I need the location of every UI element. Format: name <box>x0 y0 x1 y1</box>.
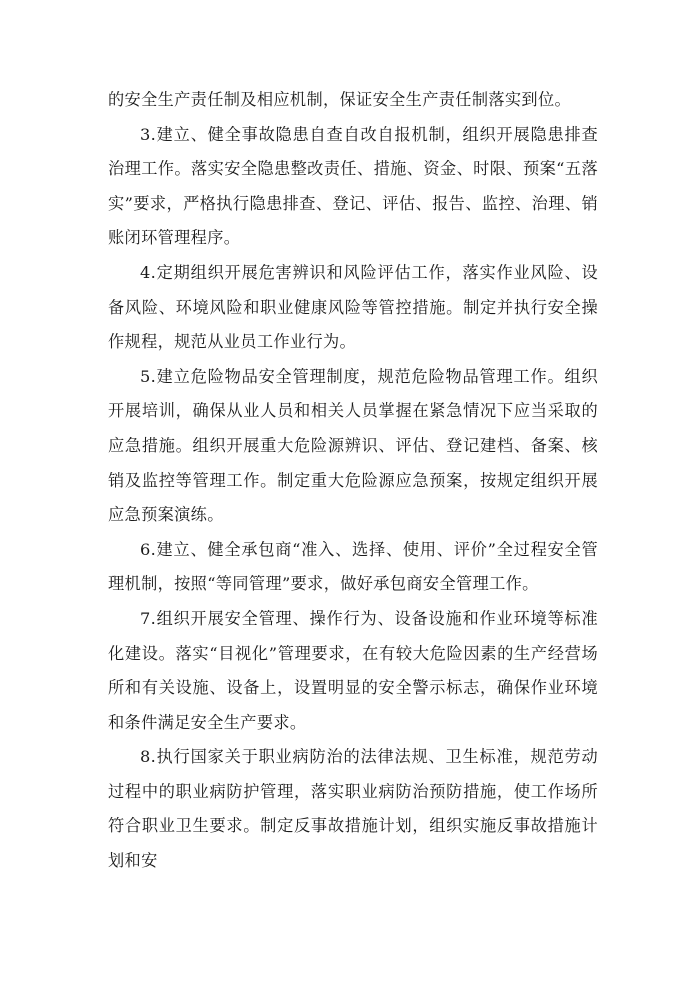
paragraph-7: 8.执行国家关于职业病防治的法律法规、卫生标准，规范劳动过程中的职业病防护管理，落实职业病防治预防措施，使工作场所符合职业卫生要求。制定反事故措施计划，组织实施反事故措施计划和安 <box>108 747 598 871</box>
paragraph-2: 3.建立、健全事故隐患自查自改自报机制，组织开展隐患排查治理工作。落实安全隐患整改责任、措施、资金、时限、预案“五落实”要求，严格执行隐患排查、登记、评估、报告、监控、治理、销账闭环管理程序。 <box>108 124 598 248</box>
paragraph-6: 7.组织开展安全管理、操作行为、设备设施和作业环境等标准化建设。落实“目视化”管理要求，在有较大危险因素的生产经营场所和有关设施、设备上，设置明显的安全警示标志，确保作业环境和条件满足安全生产要求。 <box>108 608 598 732</box>
paragraph-5: 6.建立、健全承包商“准入、选择、使用、评价”全过程安全管理机制，按照“等同管理”要求，做好承包商安全管理工作。 <box>108 539 598 594</box>
document-body <box>108 83 598 879</box>
paragraph-3: 4.定期组织开展危害辨识和风险评估工作，落实作业风险、设备风险、环境风险和职业健康风险等管控措施。制定并执行安全操作规程，规范从业员工作业行为。 <box>108 262 598 352</box>
paragraph-1: 的安全生产责任制及相应机制，保证安全生产责任制落实到位。 <box>108 90 572 109</box>
paragraph-4: 5.建立危险物品安全管理制度，规范危险物品管理工作。组织开展培训，确保从业人员和相关人员掌握在紧急情况下应当采取的应急措施。组织开展重大危险源辨识、评估、登记建档、备案、核销及监控等管理工作。制定重大危险源应急预案，按规定组织开展应急预案演练。 <box>108 366 598 525</box>
